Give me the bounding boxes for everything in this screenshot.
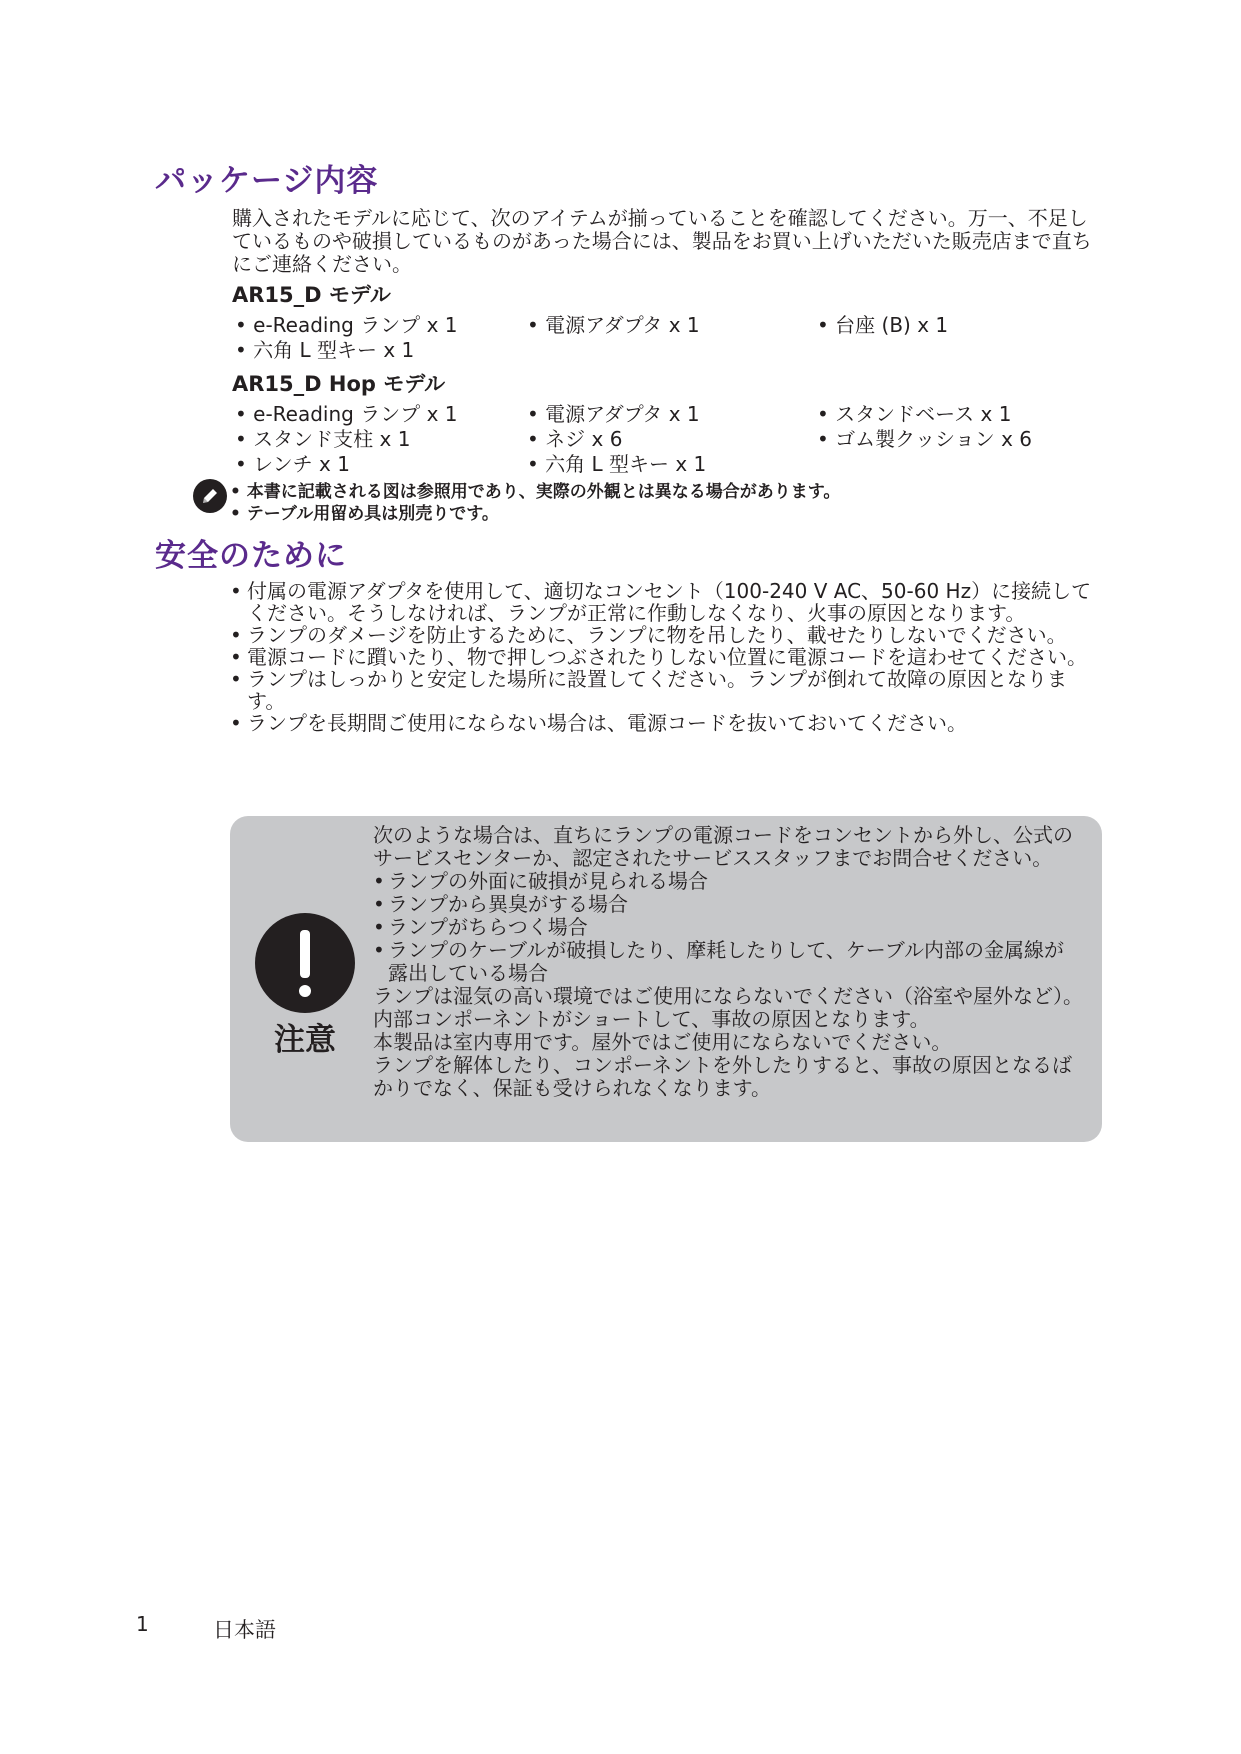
section-heading-package: パッケージ内容 — [155, 163, 379, 199]
package-intro: 購入されたモデルに応じて、次のアイテムが揃っていることを確認してください。万一、不足しているものや破損しているものがあった場合には、製品をお買い上げいただいた販売店まで直ちにご連絡ください。 — [232, 206, 1092, 276]
caution-label: 注意 — [274, 1022, 336, 1058]
caution-box — [230, 816, 1102, 1142]
list-item: • ランプはしっかりと安定した場所に設置してください。ランプが倒れて故障の原因となります。 — [230, 668, 1105, 712]
page-number: 1 — [136, 1612, 149, 1636]
list-item: • ランプの外面に破損が見られる場合 — [373, 870, 1083, 893]
warning-exclamation-icon — [255, 913, 355, 1013]
list-item: • スタンドベース x 1 — [817, 402, 1012, 426]
list-item: • ランプから異臭がする場合 — [373, 893, 1083, 916]
list-item: • 電源アダプタ x 1 — [527, 313, 700, 337]
caution-paragraph: ランプは湿気の高い環境ではご使用にならないでください（浴室や屋外など）。内部コンポーネントがショートして、事故の原因となります。 — [373, 984, 1083, 1031]
model-title-ar15d: AR15_D モデル — [232, 283, 391, 307]
list-item: • e-Reading ランプ x 1 — [235, 313, 458, 337]
list-item: • e-Reading ランプ x 1 — [235, 402, 458, 426]
list-item: • ランプがちらつく場合 — [373, 916, 1083, 939]
list-item: • ランプのダメージを防止するために、ランプに物を吊したり、載せたりしないでください。 — [230, 624, 1105, 646]
note-text: • テーブル用留め具は別売りです。 — [230, 504, 499, 524]
list-item: • ランプを長期間ご使用にならない場合は、電源コードを抜いておいてください。 — [230, 712, 1105, 734]
model-title-ar15d-hop: AR15_D Hop モデル — [232, 372, 446, 396]
list-item: • 電源コードに躓いたり、物で押しつぶされたりしない位置に電源コードを這わせてください。 — [230, 646, 1105, 668]
list-item: • レンチ x 1 — [235, 452, 350, 476]
list-item: • ネジ x 6 — [527, 427, 623, 451]
item-row — [235, 398, 1105, 426]
page-language: 日本語 — [213, 1618, 276, 1642]
list-item: • 電源アダプタ x 1 — [527, 402, 700, 426]
section-heading-safety: 安全のために — [155, 538, 347, 574]
caution-intro: 次のような場合は、直ちにランプの電源コードをコンセントから外し、公式のサービスセンターか、認定されたサービススタッフまでお問合せください。 — [373, 823, 1073, 870]
list-item: • 台座 (B) x 1 — [817, 313, 949, 337]
caution-text — [373, 824, 1083, 1100]
item-row — [235, 334, 1105, 362]
list-item: • 六角 L 型キー x 1 — [235, 338, 415, 362]
list-item: • 六角 L 型キー x 1 — [527, 452, 707, 476]
list-item: • ランプのケーブルが破損したり、摩耗したりして、ケーブル内部の金属線が露出している場合 — [373, 939, 1083, 985]
list-item: • ゴム製クッション x 6 — [817, 427, 1033, 451]
item-row — [235, 448, 1105, 476]
safety-list — [230, 580, 1105, 734]
list-item: • 付属の電源アダプタを使用して、適切なコンセント（100-240 V AC、50-60 Hz）に接続してください。そうしなければ、ランプが正常に作動しなくなり、火事の原因となります。 — [230, 580, 1105, 624]
caution-paragraph: ランプを解体したり、コンポーネントを外したりすると、事故の原因となるばかりでなく、保証も受けられなくなります。 — [373, 1053, 1072, 1100]
item-row — [235, 309, 1105, 337]
list-item: • スタンド支柱 x 1 — [235, 427, 411, 451]
note-text: • 本書に記載される図は参照用であり、実際の外観とは異なる場合があります。 — [230, 482, 841, 502]
caution-paragraph: 本製品は室内専用です。屋外ではご使用にならないでください。 — [373, 1030, 952, 1054]
item-row — [235, 423, 1105, 451]
note-pencil-icon — [193, 479, 227, 513]
